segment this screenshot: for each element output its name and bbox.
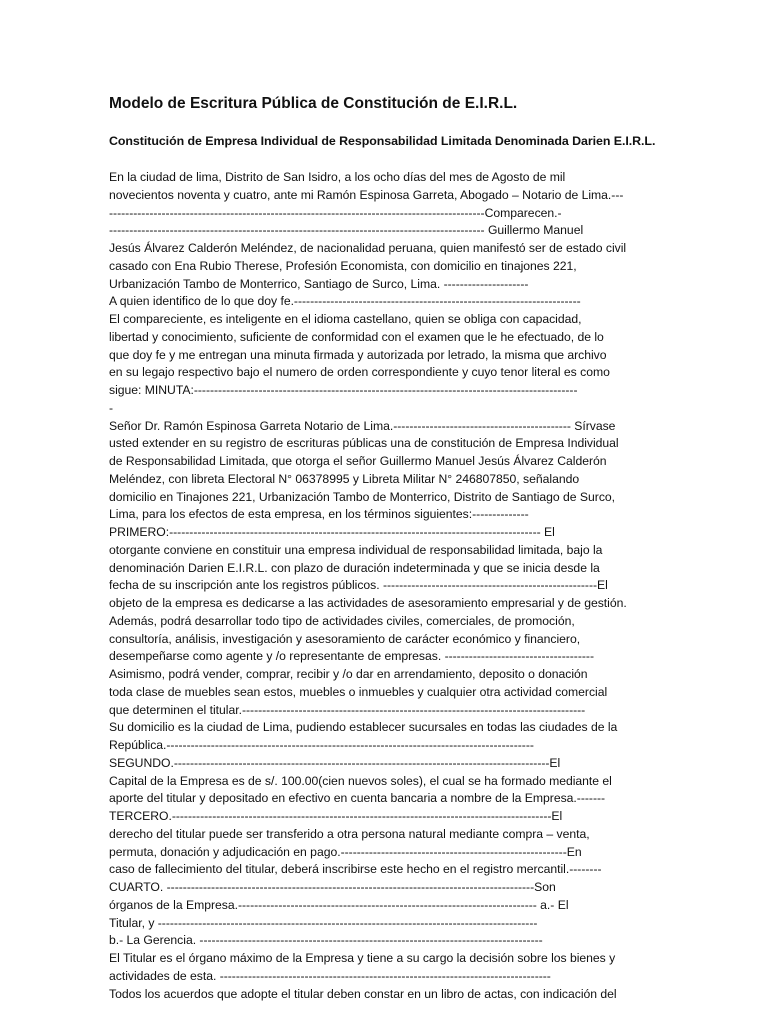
document-line: - bbox=[109, 400, 114, 415]
document-line: SEGUNDO.---------------------------------------------------------------------------------------------El bbox=[109, 755, 561, 770]
document-line: TERCERO.----------------------------------------------------------------------------------------------El bbox=[109, 809, 563, 823]
document-line: que determinen el titular.------------------------------------------------------------------------------------- bbox=[109, 702, 586, 717]
document-line: b.- La Gerencia. ------------------------------------------------------------------------------------- bbox=[109, 933, 543, 948]
document-line: El compareciente, es inteligente en el idioma castellano, quien se obliga con capacidad, bbox=[109, 312, 582, 326]
document-line: aporte del titular y depositado en efectivo en cuenta bancaria a nombre de la Empresa.------- bbox=[109, 791, 606, 806]
document-line: objeto de la empresa es dedicarse a las actividades de asesoramiento empresarial y de gestión. bbox=[109, 596, 627, 610]
document-line: fecha de su inscripción ante los registros públicos. -----------------------------------------------------El bbox=[109, 578, 608, 593]
document-line: Asimismo, podrá vender, comprar, recibir y /o dar en arrendamiento, deposito o donación bbox=[109, 667, 588, 681]
document-line: Lima, para los efectos de esta empresa, en los términos siguientes:-------------- bbox=[109, 507, 529, 522]
document-line: que doy fe y me entregan una minuta firmada y autorizada por letrado, la misma que archivo bbox=[109, 347, 607, 362]
document-line: Titular, y ---------------------------------------------------------------------------------------------- bbox=[109, 915, 538, 930]
document-line: órganos de la Empresa.-------------------------------------------------------------------------- a.- El bbox=[109, 897, 569, 912]
document-line: en su legajo respectivo bajo el numero de orden correspondiente y cuyo tenor literal es como bbox=[109, 365, 610, 380]
document-line: ---------------------------------------------------------------------------------------------Comparecen.- bbox=[109, 205, 562, 220]
document-line: libertad y conocimiento, suficiente de conformidad con el examen que le he efectuado, de lo bbox=[109, 329, 604, 344]
document-line: Meléndez, con libreta Electoral N° 06378995 y Libreta Militar N° 246807850, señalando bbox=[109, 471, 580, 486]
document-line: CUARTO. -------------------------------------------------------------------------------------------Son bbox=[109, 880, 556, 894]
document-line: actividades de esta. ---------------------------------------------------------------------------------- bbox=[109, 968, 551, 983]
document-line: otorgante conviene en constituir una empresa individual de responsabilidad limitada, bajo la bbox=[109, 542, 603, 557]
document-line: usted extender en su registro de escrituras públicas una de constitución de Empresa Individual bbox=[109, 436, 619, 451]
document-page bbox=[109, 94, 661, 1003]
document-line: caso de fallecimiento del titular, deberá inscribirse este hecho en el registro mercantil.-------- bbox=[109, 862, 602, 877]
document-line: consultoría, análisis, investigación y asesoramiento de carácter económico y financiero, bbox=[109, 631, 581, 646]
document-line: Jesús Álvarez Calderón Meléndez, de nacionalidad peruana, quien manifestó ser de estado civil bbox=[109, 241, 627, 255]
document-line: Urbanización Tambo de Monterrico, Santiago de Surco, Lima. --------------------- bbox=[109, 276, 529, 291]
document-line: En la ciudad de lima, Distrito de San Isidro, a los ocho días del mes de Agosto de mil bbox=[109, 170, 566, 184]
document-line: Además, podrá desarrollar todo tipo de actividades civiles, comerciales, de promoción, bbox=[109, 613, 575, 628]
document-line: A quien identifico de lo que doy fe.----------------------------------------------------------------------- bbox=[109, 294, 581, 309]
document-body bbox=[109, 169, 661, 1003]
document-line: sigue: MINUTA:----------------------------------------------------------------------------------------------- bbox=[109, 383, 578, 397]
document-line: República.------------------------------------------------------------------------------------------- bbox=[109, 738, 534, 752]
document-line: El Titular es el órgano máximo de la Empresa y tiene a su cargo la decisión sobre los bienes y bbox=[109, 951, 616, 965]
document-line: Su domicilio es la ciudad de Lima, pudiendo establecer sucursales en todas las ciudades de la bbox=[109, 720, 618, 735]
document-line: Capital de la Empresa es de s/. 100.00(cien nuevos soles), el cual se ha formado mediante el bbox=[109, 773, 612, 788]
document-line: desempeñarse como agente y /o representante de empresas. ------------------------------------- bbox=[109, 649, 594, 664]
document-line: derecho del titular puede ser transferido a otra persona natural mediante compra – venta, bbox=[109, 826, 590, 841]
document-title: Modelo de Escritura Pública de Constitución de E.I.R.L. bbox=[109, 95, 518, 112]
document-line: denominación Darien E.I.R.L. con plazo de duración indeterminada y que se inicia desde la bbox=[109, 560, 600, 575]
document-line: domicilio en Tinajones 221, Urbanización Tambo de Monterrico, Distrito de Santiago de Surco, bbox=[109, 489, 616, 504]
document-line: PRIMERO:-------------------------------------------------------------------------------------------- El bbox=[109, 525, 555, 539]
document-line: permuta, donación y adjudicación en pago.--------------------------------------------------------En bbox=[109, 844, 582, 859]
document-subtitle: Constitución de Empresa Individual de Responsabilidad Limitada Denominada Darien E.I.R.L. bbox=[109, 134, 656, 148]
document-line: casado con Ena Rubio Therese, Profesión Economista, con domicilio en tinajones 221, bbox=[109, 258, 577, 273]
document-line: Todos los acuerdos que adopte el titular deben constar en un libro de actas, con indicación del bbox=[109, 986, 617, 1001]
document-line: novecientos noventa y cuatro, ante mi Ramón Espinosa Garreta, Abogado – Notario de Lima.--- bbox=[109, 187, 624, 202]
document-line: de Responsabilidad Limitada, que otorga el señor Guillermo Manuel Jesús Álvarez Calderón bbox=[109, 454, 607, 468]
document-line: toda clase de muebles sean estos, muebles o inmuebles y cualquier otra actividad comercial bbox=[109, 684, 608, 699]
document-line: Señor Dr. Ramón Espinosa Garreta Notario de Lima.-------------------------------------------- Sírvase bbox=[109, 418, 616, 433]
document-line: --------------------------------------------------------------------------------------------- Guillermo Manuel bbox=[109, 223, 584, 238]
